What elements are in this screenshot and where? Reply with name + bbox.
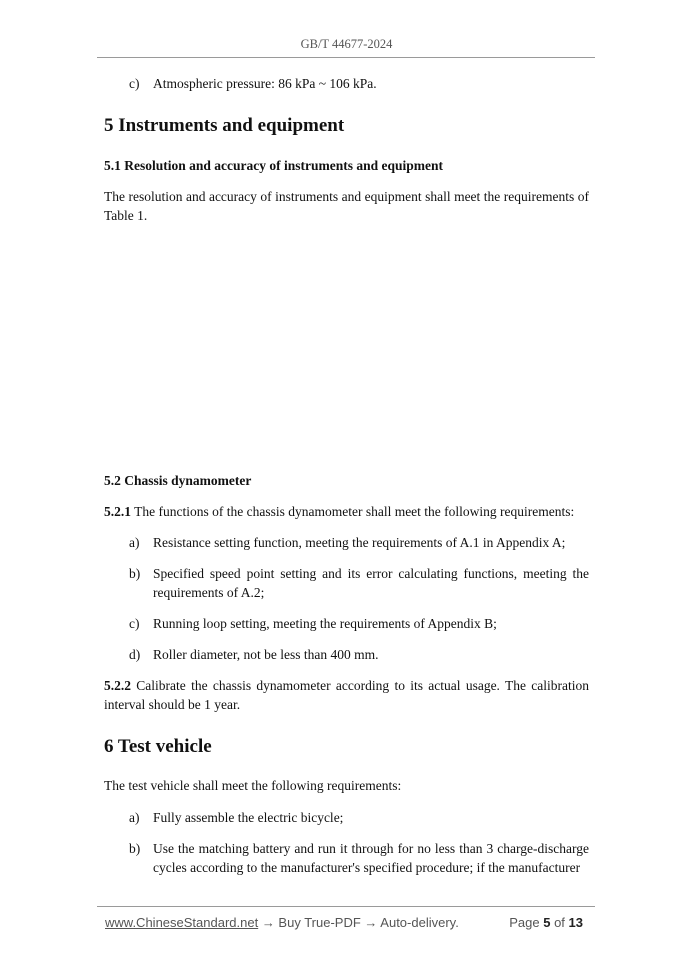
list-item bbox=[104, 533, 589, 552]
site-link[interactable]: www.ChineseStandard.net bbox=[105, 915, 259, 930]
clause-text: Calibrate the chassis dynamometer according to its actual usage. The calibration interval should be 1 year. bbox=[104, 678, 589, 712]
paragraph-5-2-1 bbox=[104, 502, 589, 521]
page-label: Page bbox=[509, 915, 540, 930]
clause-text: The functions of the chassis dynamometer shall meet the following requirements: bbox=[131, 504, 575, 519]
list-item bbox=[104, 74, 589, 93]
page-indicator bbox=[509, 915, 583, 930]
list-marker: b) bbox=[129, 566, 141, 581]
paragraph-6-intro: The test vehicle shall meet the following requirements: bbox=[104, 778, 402, 793]
list-item-text: Running loop setting, meeting the requirements of Appendix B; bbox=[153, 616, 497, 631]
paragraph-5-2-2 bbox=[104, 676, 589, 714]
list-marker: a) bbox=[129, 810, 140, 825]
footer-promo bbox=[105, 915, 459, 930]
list-marker: b) bbox=[129, 841, 141, 856]
list-marker: c) bbox=[129, 616, 140, 631]
page-total: 13 bbox=[568, 915, 583, 930]
list-marker: d) bbox=[129, 647, 141, 662]
list-item-text: Resistance setting function, meeting the requirements of A.1 in Appendix A; bbox=[153, 535, 566, 550]
list-item bbox=[104, 645, 589, 664]
list-item-text: Atmospheric pressure: 86 kPa ~ 106 kPa. bbox=[153, 76, 377, 91]
clause-number: 5.2.2 bbox=[104, 678, 131, 693]
list-item-text: Use the matching battery and run it through for no less than 3 charge-discharge cycles according to the manufacturer's specified procedure; if the manufacturer bbox=[153, 841, 589, 875]
list-item-text: Fully assemble the electric bicycle; bbox=[153, 810, 344, 825]
footer-tagline: → Buy True-PDF → Auto-delivery. bbox=[258, 915, 459, 930]
header-divider bbox=[97, 57, 595, 58]
list-item-text: Roller diameter, not be less than 400 mm. bbox=[153, 647, 379, 662]
subsection-heading-5-2: 5.2 Chassis dynamometer bbox=[104, 473, 252, 488]
section-heading-6: 6 Test vehicle bbox=[104, 736, 212, 757]
list-marker: a) bbox=[129, 535, 140, 550]
paragraph-5-1: The resolution and accuracy of instruments and equipment shall meet the requirements of Table 1. bbox=[104, 189, 589, 223]
list-item bbox=[104, 614, 589, 633]
document-header-title: GB/T 44677-2024 bbox=[300, 37, 393, 51]
page-current: 5 bbox=[543, 915, 551, 930]
list-item-text: Specified speed point setting and its error calculating functions, meeting the requirements of A.2; bbox=[153, 566, 589, 600]
page-of-label: of bbox=[554, 915, 565, 930]
list-item bbox=[104, 808, 589, 827]
table-placeholder-gap bbox=[104, 225, 589, 471]
subsection-heading-5-1: 5.1 Resolution and accuracy of instruments and equipment bbox=[104, 158, 444, 173]
section-heading-5: 5 Instruments and equipment bbox=[104, 115, 345, 136]
footer-divider bbox=[97, 906, 595, 907]
list-item bbox=[104, 839, 589, 877]
list-item bbox=[104, 564, 589, 602]
page-body bbox=[104, 74, 589, 877]
list-marker: c) bbox=[129, 76, 140, 91]
clause-number: 5.2.1 bbox=[104, 504, 131, 519]
